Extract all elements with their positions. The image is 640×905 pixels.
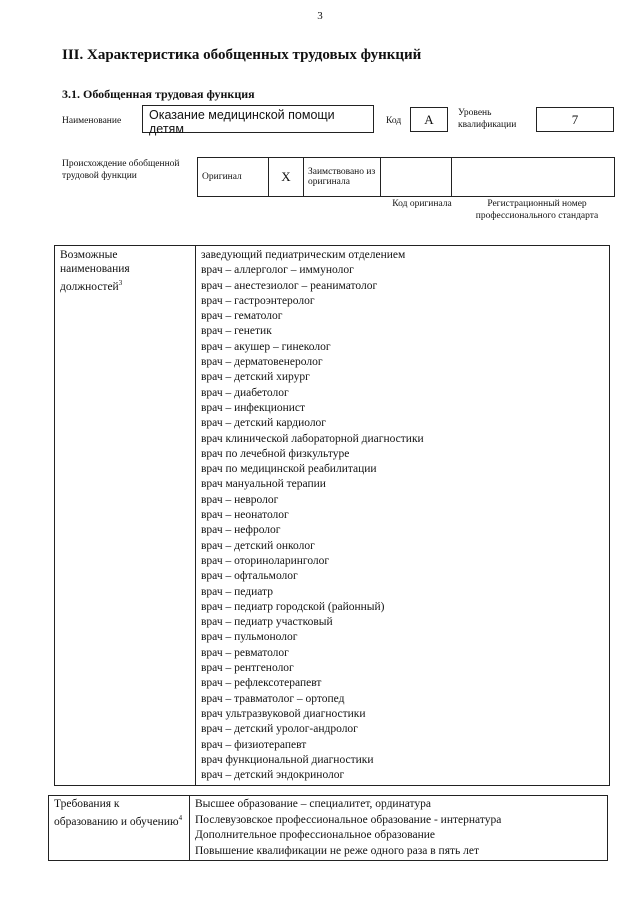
borrowed-label-cell: [304, 158, 381, 197]
position-item: заведующий педиатрическим отделением: [201, 249, 406, 261]
borrowed-label: Заимствовано из оригинала: [308, 167, 376, 187]
requirements-footnote: 4: [178, 814, 183, 822]
original-label: Оригинал: [202, 172, 242, 182]
position-item: врач ультразвуковой диагностики: [201, 707, 366, 720]
origin-label: Происхождение обобщенной трудовой функции: [62, 159, 180, 181]
position-item: врач по лечебной физкультуре: [201, 447, 350, 460]
positions-footnote: 3: [118, 279, 123, 287]
position-item: врач – травматолог – ортопед: [201, 692, 345, 705]
position-item: врач – педиатр городской (районный): [201, 600, 385, 613]
position-item: врач – детский эндокринолог: [201, 769, 345, 782]
position-item: врач – педиатр участковый: [201, 616, 333, 629]
requirements-list: [190, 796, 608, 861]
position-item: врач – детский уролог-андролог: [201, 723, 358, 736]
position-item: врач мануальной терапии: [201, 478, 326, 491]
positions-list: [196, 246, 610, 786]
position-item: врач – детский онколог: [201, 539, 315, 552]
position-item: врач по медицинской реабилитации: [201, 463, 377, 476]
position-item: врач – неонатолог: [201, 509, 289, 522]
original-mark-cell: [269, 158, 304, 197]
position-item: врач – инфекционист: [201, 401, 306, 414]
position-item: врач – гематолог: [201, 310, 283, 323]
requirement-item: Дополнительное профессиональное образование: [195, 829, 435, 841]
positions-label: Возможные наименования должностей: [60, 249, 130, 293]
position-item: врач – акушер – гинеколог: [201, 340, 331, 353]
section-title: III. Характеристика обобщенных трудовых функций: [62, 47, 422, 63]
code-label: Код: [386, 116, 402, 126]
position-item: врач – физиотерапевт: [201, 738, 307, 751]
level-field: 7: [536, 107, 614, 132]
position-item: врач – анестезиолог – реаниматолог: [201, 279, 378, 292]
position-item: врач – рефлексотерапевт: [201, 677, 322, 690]
position-item: врач – диабетолог: [201, 386, 289, 399]
position-item: врач – ревматолог: [201, 646, 289, 659]
requirements-label-cell: [49, 796, 190, 861]
reg-number-caption: Регистрационный номер профессионального стандарта: [475, 199, 599, 221]
original-label-cell: [198, 158, 269, 197]
subsection-title: 3.1. Обобщенная трудовая функция: [62, 87, 255, 101]
original-mark: X: [281, 169, 291, 184]
code-field: А: [410, 107, 448, 132]
origin-table: [197, 157, 615, 197]
requirement-item: Послевузовское профессиональное образование - интернатура: [195, 813, 502, 826]
requirement-item: Повышение квалификации не реже одного раза в пять лет: [195, 844, 480, 857]
position-item: врач – пульмонолог: [201, 631, 298, 644]
position-item: врач – оториноларинголог: [201, 554, 330, 567]
positions-table: [54, 245, 610, 786]
position-item: врач – педиатр: [201, 585, 273, 598]
code-original-caption: Код оригинала: [392, 199, 452, 209]
position-item: врач – невролог: [201, 493, 279, 506]
position-item: врач – офтальмолог: [201, 570, 298, 583]
position-item: врач клинической лабораторной диагностики: [201, 432, 424, 445]
positions-label-cell: [55, 246, 196, 786]
function-name-field: Оказание медицинской помощи детям: [142, 105, 374, 133]
position-item: врач – аллерголог – иммунолог: [201, 264, 354, 277]
page-number: 3: [317, 10, 323, 22]
position-item: врач – дерматовенеролог: [201, 356, 323, 369]
level-label: Уровень квалификации: [458, 108, 517, 130]
position-item: врач функциональной диагностики: [201, 753, 374, 766]
requirement-item: Высшее образование – специалитет, ординатура: [195, 798, 432, 810]
position-item: врач – детский кардиолог: [201, 417, 327, 430]
position-item: врач – детский хирург: [201, 371, 310, 384]
requirements-label: Требования к образованию и обучению: [54, 798, 179, 828]
position-item: врач – генетик: [201, 325, 272, 338]
position-item: врач – гастроэнтеролог: [201, 294, 315, 307]
requirements-table: [48, 795, 608, 861]
code-original-cell: [381, 158, 452, 197]
reg-number-cell: [452, 158, 615, 197]
position-item: врач – нефролог: [201, 524, 281, 537]
position-item: врач – рентгенолог: [201, 662, 294, 675]
name-label: Наименование: [62, 116, 122, 126]
